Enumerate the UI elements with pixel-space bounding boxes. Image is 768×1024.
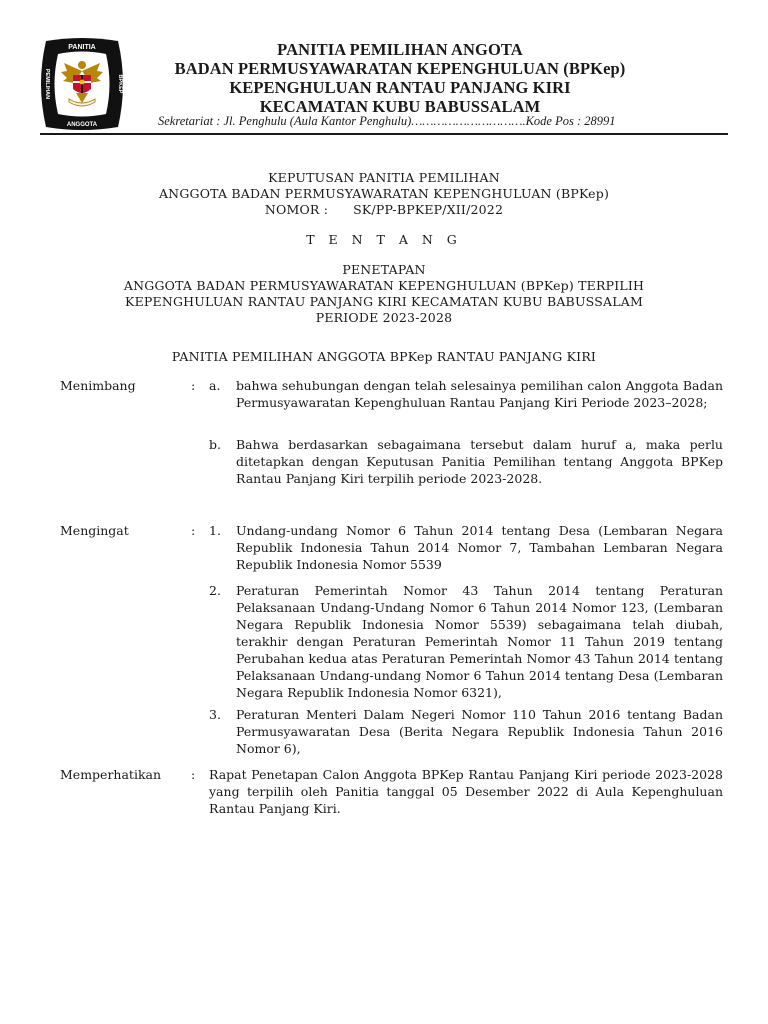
issuer-line: PANITIA PEMILIHAN ANGGOTA BPKep RANTAU PANJANG KIRI <box>171 349 597 364</box>
menimbang-colon: : <box>191 378 196 393</box>
committee-seal-logo <box>36 37 128 131</box>
mengingat-item-3: Peraturan Menteri Dalam Negeri Nomor 110 Tahun 2016 tentang Badan Permusyawaratan Desa (Berita Negara Republik Indonesia Tahun 2016 Nomor 6), <box>236 707 723 756</box>
letterhead-divider <box>40 133 728 135</box>
mengingat-mark-1: 1. <box>209 523 221 538</box>
letterhead-line-1: PANITIA PEMILIHAN ANGOTA <box>277 40 523 59</box>
decree-title-2: ANGGOTA BADAN PERMUSYAWARATAN KEPENGHULUAN (BPKep) <box>158 186 610 201</box>
mengingat-mark-3: 3. <box>209 707 221 722</box>
mengingat-label: Mengingat <box>60 523 129 538</box>
svg-text:ANGGOTA: ANGGOTA <box>66 122 98 128</box>
memperhatikan-label: Memperhatikan <box>60 767 162 782</box>
subject-line-4: PERIODE 2023-2028 <box>315 310 453 325</box>
svg-text:BPKEP: BPKEP <box>117 74 123 94</box>
decree-number: NOMOR : SK/PP-BPKEP/XII/2022 <box>264 202 504 217</box>
letterhead <box>0 0 768 140</box>
menimbang-label: Menimbang <box>60 378 136 393</box>
memperhatikan-text: Rapat Penetapan Calon Anggota BPKep Rantau Panjang Kiri periode 2023-2028 yang terpilih oleh Panitia tanggal 05 Desember 2022 di Aula Kepenghuluan Rantau Panjang Kiri. <box>209 767 723 816</box>
svg-text:PANITIA: PANITIA <box>68 44 96 51</box>
menimbang-mark-a: a. <box>209 378 221 393</box>
menimbang-mark-b: b. <box>209 437 221 452</box>
mengingat-item-2: Peraturan Pemerintah Nomor 43 Tahun 2014 tentang Peraturan Pelaksanaan Undang-Undang Nomor 6 Tahun 2014 Nomor 123, (Lembaran Negara Republik Indonesia Nomor 5539) sebagaimana telah diubah, terakhir dengan Peraturan Pemerintah Nomor 11 Tahun 2019 tentang Perubahan kedua atas Peraturan Pemerintah Nomor 43 Tahun 2014 tentang Pelaksanaan Undang-undang Nomor 6 Tahun 2014 tentang Desa (Lembaran Negara Republik Indonesia Nomor 6321), <box>236 583 723 700</box>
menimbang-item-a: bahwa sehubungan dengan telah selesainya pemilihan calon Anggota Badan Permusyawaratan Kepenghuluan Rantau Panjang Kiri Periode 2023–2028; <box>236 378 723 410</box>
svg-text:PEMILIHAN: PEMILIHAN <box>44 68 50 100</box>
letterhead-line-3: KEPENGHULUAN RANTAU PANJANG KIRI <box>229 78 571 97</box>
decree-title-1: KEPUTUSAN PANITIA PEMILIHAN <box>268 170 500 185</box>
letterhead-title-block <box>140 40 660 116</box>
subject-line-2: ANGGOTA BADAN PERMUSYAWARATAN KEPENGHULUAN (BPKep) TERPILIH <box>123 278 645 293</box>
letterhead-line-4: KECAMATAN KUBU BABUSSALAM <box>259 97 541 116</box>
subject-line-1: PENETAPAN <box>342 262 426 277</box>
mengingat-item-1: Undang-undang Nomor 6 Tahun 2014 tentang Desa (Lembaran Negara Republik Indonesia Tahun 2014 Nomor 7, Tambahan Lembaran Negara Republik Indonesia Nomor 5539 <box>236 523 723 572</box>
tentang-heading: T E N T A N G <box>306 232 462 247</box>
menimbang-item-b: Bahwa berdasarkan sebagaimana tersebut dalam huruf a, maka perlu ditetapkan dengan Keputusan Panitia Pemilihan tentang Anggota BPKep Rantau Panjang Kiri terpilih periode 2023-2028. <box>236 437 723 486</box>
memperhatikan-colon: : <box>191 767 196 782</box>
subject-line-3: KEPENGHULUAN RANTAU PANJANG KIRI KECAMATAN KUBU BABUSSALAM <box>125 294 643 309</box>
letterhead-address: Sekretariat : Jl. Penghulu (Aula Kantor Penghulu)………………………….Kode Pos : 28991 <box>158 114 616 128</box>
mengingat-mark-2: 2. <box>209 583 221 598</box>
mengingat-colon: : <box>191 523 196 538</box>
letterhead-line-2: BADAN PERMUSYAWARATAN KEPENGHULUAN (BPKep) <box>174 59 626 78</box>
